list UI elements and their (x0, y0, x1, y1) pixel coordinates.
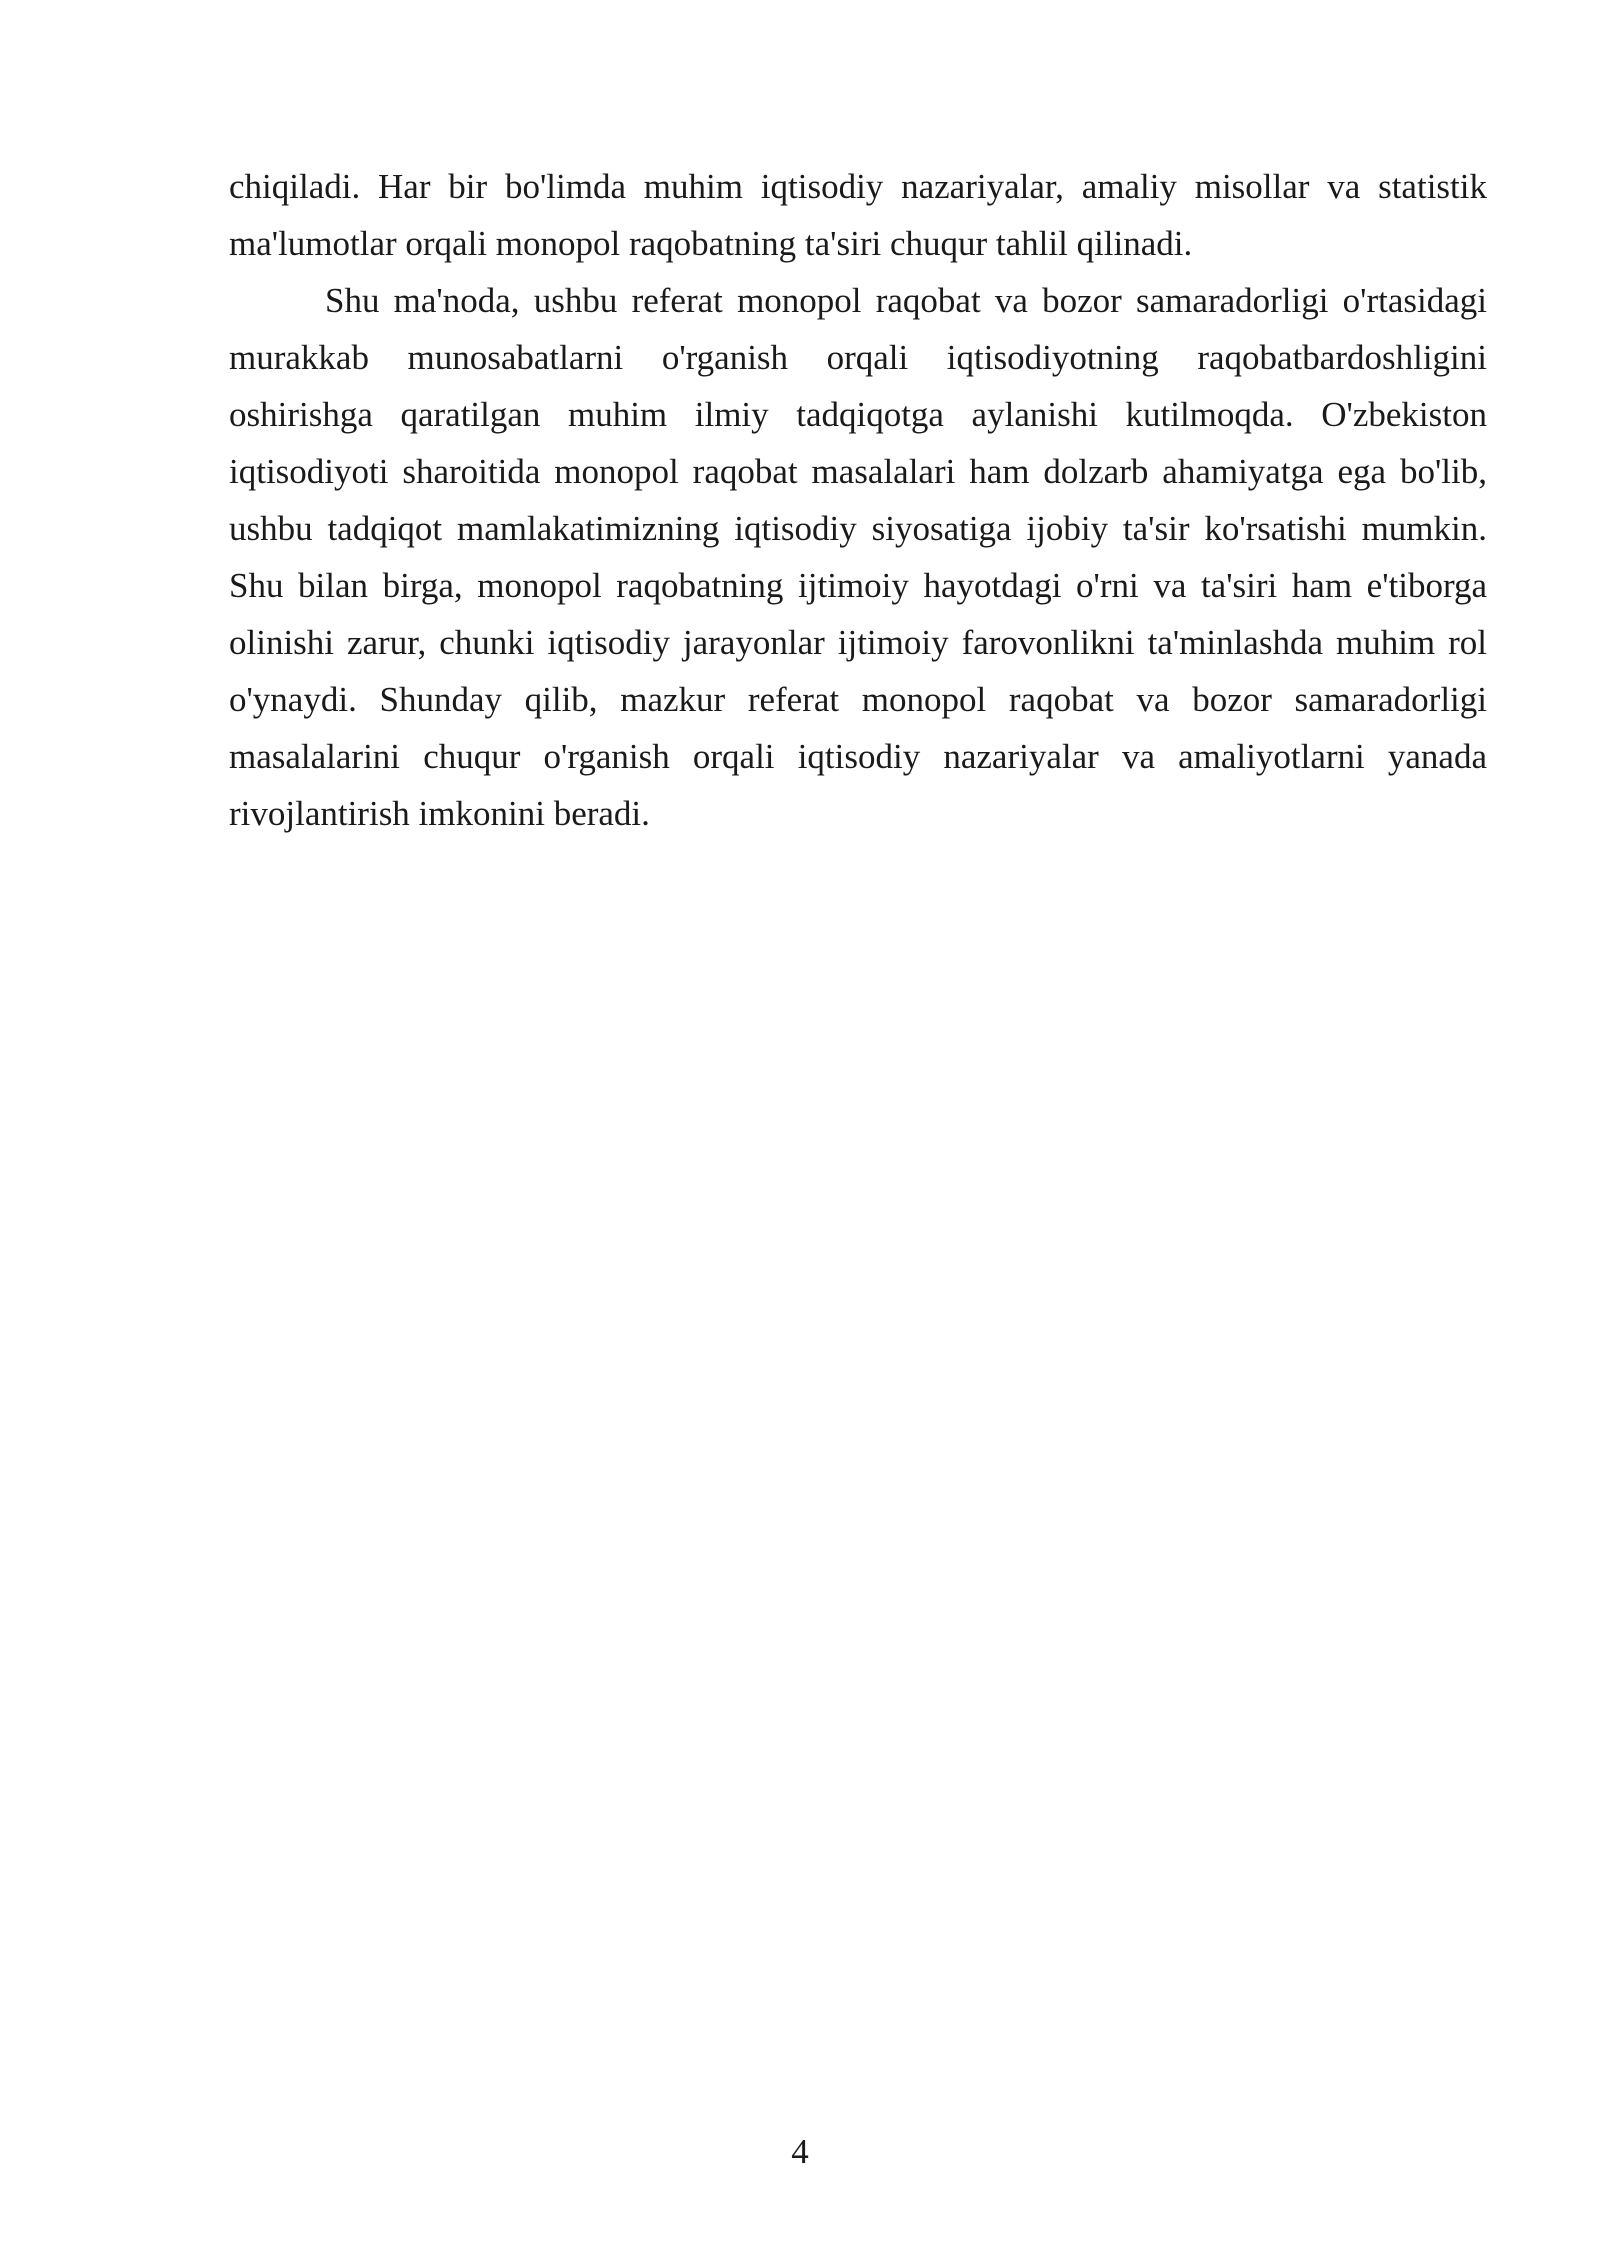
page-number: 4 (791, 2132, 809, 2171)
body-text (229, 158, 1487, 842)
paragraph-main: Shu ma'noda, ushbu referat monopol raqobat va bozor samaradorligi o'rtasidagi murakkab munosabatlarni o'rganish orqali iqtisodiyotning raqobatbardoshligini oshirishga qaratilgan muhim ilmiy tadqiqotga aylanishi kutilmoqda. O'zbekiston iqtisodiyoti sharoitida monopol raqobat masalalari ham dolzarb ahamiyatga ega bo'lib, ushbu tadqiqot mamlakatimizning iqtisodiy siyosatiga ijobiy ta'sir ko'rsatishi mumkin. Shu bilan birga, monopol raqobatning ijtimoiy hayotdagi o'rni va ta'siri ham e'tiborga olinishi zarur, chunki iqtisodiy jarayonlar ijtimoiy farovonlikni ta'minlashda muhim rol o'ynaydi. Shunday qilib, mazkur referat monopol raqobat va bozor samaradorligi masalalarini chuqur o'rganish orqali iqtisodiy nazariyalar va amaliyotlarni yanada rivojlantirish imkonini beradi. (229, 281, 1487, 833)
paragraph-continuation: chiqiladi. Har bir bo'limda muhim iqtisodiy nazariyalar, amaliy misollar va statistik ma'lumotlar orqali monopol raqobatning ta'siri chuqur tahlil qilinadi. (229, 167, 1487, 263)
